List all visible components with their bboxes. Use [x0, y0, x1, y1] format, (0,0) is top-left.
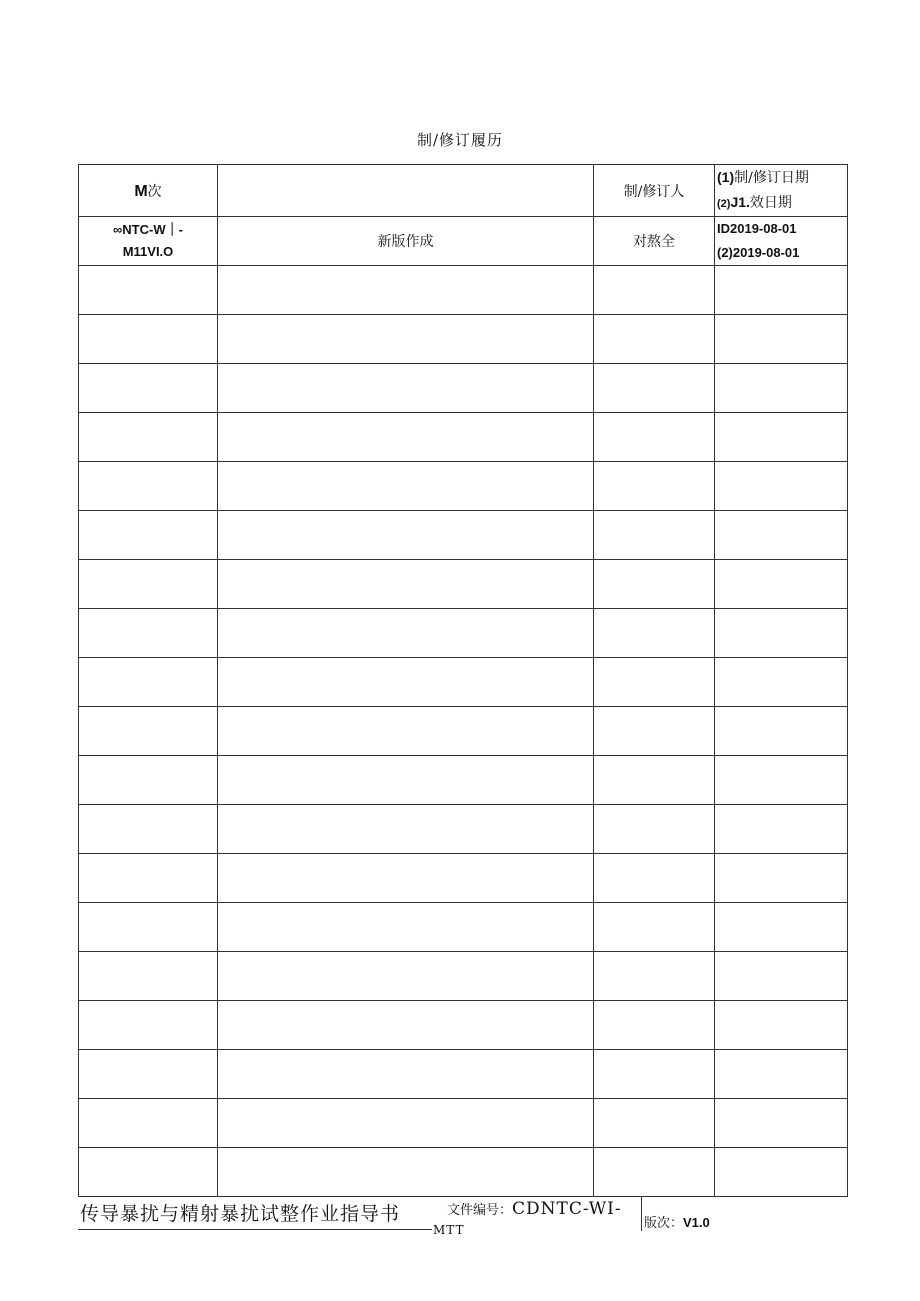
- version-cell: [79, 560, 218, 609]
- document-number: [433, 1199, 637, 1237]
- header-content-cell: [218, 165, 594, 217]
- reviser-cell: [594, 805, 715, 854]
- content-cell: [218, 315, 594, 364]
- date-cell: [715, 1099, 848, 1148]
- table-row: [79, 1099, 848, 1148]
- table-row: [79, 315, 848, 364]
- header-date-line-2-bold: J1.: [730, 194, 750, 210]
- document-title: 传导暴扰与精射暴扰试整作业指导书: [80, 1203, 401, 1225]
- table-row: [79, 364, 848, 413]
- reviser-cell: [594, 903, 715, 952]
- date-cell: [715, 560, 848, 609]
- date-cell: [715, 217, 848, 266]
- header-row: [79, 165, 848, 217]
- reviser-cell: [594, 1148, 715, 1197]
- header-date-line-2: [717, 190, 847, 216]
- version-cell: [79, 1148, 218, 1197]
- content-cell: [218, 364, 594, 413]
- table-row: [79, 413, 848, 462]
- version-cell: [79, 854, 218, 903]
- header-date-line-1-text: 制/修订日期: [734, 170, 809, 186]
- version-cell: [79, 1001, 218, 1050]
- content-cell: [218, 462, 594, 511]
- table-row: [79, 560, 848, 609]
- document-number-cutoff: MTT: [433, 1223, 465, 1237]
- reviser-cell: [594, 1001, 715, 1050]
- reviser-cell: [594, 511, 715, 560]
- date-cell: [715, 756, 848, 805]
- date-line-2: (2)2019-08-01: [717, 245, 800, 260]
- reviser-cell: 对熬全: [594, 217, 715, 266]
- table-row: [79, 1050, 848, 1099]
- revision-history-table: [78, 164, 848, 1197]
- document-number-label: 文件编号：: [447, 1203, 513, 1218]
- version-cell: [79, 609, 218, 658]
- table-row: [79, 217, 848, 266]
- version-cell: [79, 217, 218, 266]
- content-cell: [218, 560, 594, 609]
- date-cell: [715, 903, 848, 952]
- reviser-cell: [594, 315, 715, 364]
- table-row: [79, 1001, 848, 1050]
- reviser-cell: [594, 266, 715, 315]
- reviser-cell: [594, 756, 715, 805]
- content-cell: [218, 952, 594, 1001]
- header-version-cell: [79, 165, 218, 217]
- reviser-cell: [594, 364, 715, 413]
- header-version-bold: M: [134, 182, 148, 200]
- date-cell: [715, 462, 848, 511]
- content-cell: [218, 854, 594, 903]
- version-cell: [79, 364, 218, 413]
- table-row: [79, 707, 848, 756]
- document-number-value: CDNTC-WI-: [512, 1199, 622, 1219]
- content-cell: [218, 413, 594, 462]
- table-row: [79, 952, 848, 1001]
- date-cell: [715, 1001, 848, 1050]
- date-cell: [715, 854, 848, 903]
- table-row: [79, 609, 848, 658]
- content-cell: [218, 1099, 594, 1148]
- date-cell: [715, 315, 848, 364]
- version-cell: [79, 756, 218, 805]
- header-date-line-1-num: (1): [717, 169, 735, 185]
- date-cell: [715, 413, 848, 462]
- content-cell: [218, 658, 594, 707]
- table-row: [79, 756, 848, 805]
- content-cell: [218, 903, 594, 952]
- date-cell: [715, 707, 848, 756]
- content-cell: [218, 805, 594, 854]
- content-cell: [218, 756, 594, 805]
- date-cell: [715, 658, 848, 707]
- version-line-1: ∞NTC-W｜-: [113, 222, 183, 237]
- reviser-cell: [594, 560, 715, 609]
- content-cell: [218, 1050, 594, 1099]
- date-cell: [715, 266, 848, 315]
- version-line-2: M11VI.O: [122, 244, 174, 259]
- page-title: 制/修订履历: [416, 131, 504, 149]
- version-cell: [79, 805, 218, 854]
- reviser-cell: [594, 609, 715, 658]
- table-row: [79, 1148, 848, 1197]
- content-cell: [218, 707, 594, 756]
- version-cell: [79, 1099, 218, 1148]
- version-cell: [79, 413, 218, 462]
- reviser-cell: [594, 1050, 715, 1099]
- reviser-cell: [594, 413, 715, 462]
- content-cell: [218, 609, 594, 658]
- table-row: [79, 462, 848, 511]
- date-cell: [715, 609, 848, 658]
- content-cell: [218, 1001, 594, 1050]
- table-row: [79, 903, 848, 952]
- header-date-line-1: [717, 165, 847, 190]
- version-cell: [79, 462, 218, 511]
- version-cell: [79, 903, 218, 952]
- date-cell: [715, 805, 848, 854]
- reviser-cell: [594, 658, 715, 707]
- header-version-rest: 次: [147, 183, 162, 200]
- reviser-cell: [594, 1099, 715, 1148]
- table-row: [79, 511, 848, 560]
- footer-divider: [641, 1197, 642, 1231]
- reviser-cell: [594, 707, 715, 756]
- header-date-cell: [715, 165, 848, 217]
- version-cell: [79, 952, 218, 1001]
- date-cell: [715, 511, 848, 560]
- edition-label: 版次：: [644, 1216, 684, 1231]
- edition: [644, 1212, 710, 1231]
- date-cell: [715, 364, 848, 413]
- header-reviser-cell: 制/修订人: [594, 165, 715, 217]
- reviser-cell: [594, 462, 715, 511]
- content-cell: [218, 511, 594, 560]
- date-cell: [715, 1050, 848, 1099]
- content-cell: [218, 266, 594, 315]
- table-row: [79, 805, 848, 854]
- date-line-1: ID2019-08-01: [717, 221, 797, 236]
- date-cell: [715, 952, 848, 1001]
- version-cell: [79, 707, 218, 756]
- version-cell: [79, 266, 218, 315]
- content-cell: [218, 1148, 594, 1197]
- version-cell: [79, 315, 218, 364]
- date-cell: [715, 1148, 848, 1197]
- reviser-cell: [594, 854, 715, 903]
- title-underline: [78, 1229, 432, 1230]
- table-row: [79, 658, 848, 707]
- document-footer: [78, 1195, 847, 1235]
- table-row: [79, 266, 848, 315]
- content-cell: 新版作成: [218, 217, 594, 266]
- table-row: [79, 854, 848, 903]
- version-cell: [79, 511, 218, 560]
- version-cell: [79, 1050, 218, 1099]
- header-date-line-2-text: 效日期: [749, 195, 792, 211]
- reviser-cell: [594, 952, 715, 1001]
- edition-value: V1.0: [683, 1215, 710, 1230]
- header-date-line-2-num: (2): [717, 198, 731, 210]
- version-cell: [79, 658, 218, 707]
